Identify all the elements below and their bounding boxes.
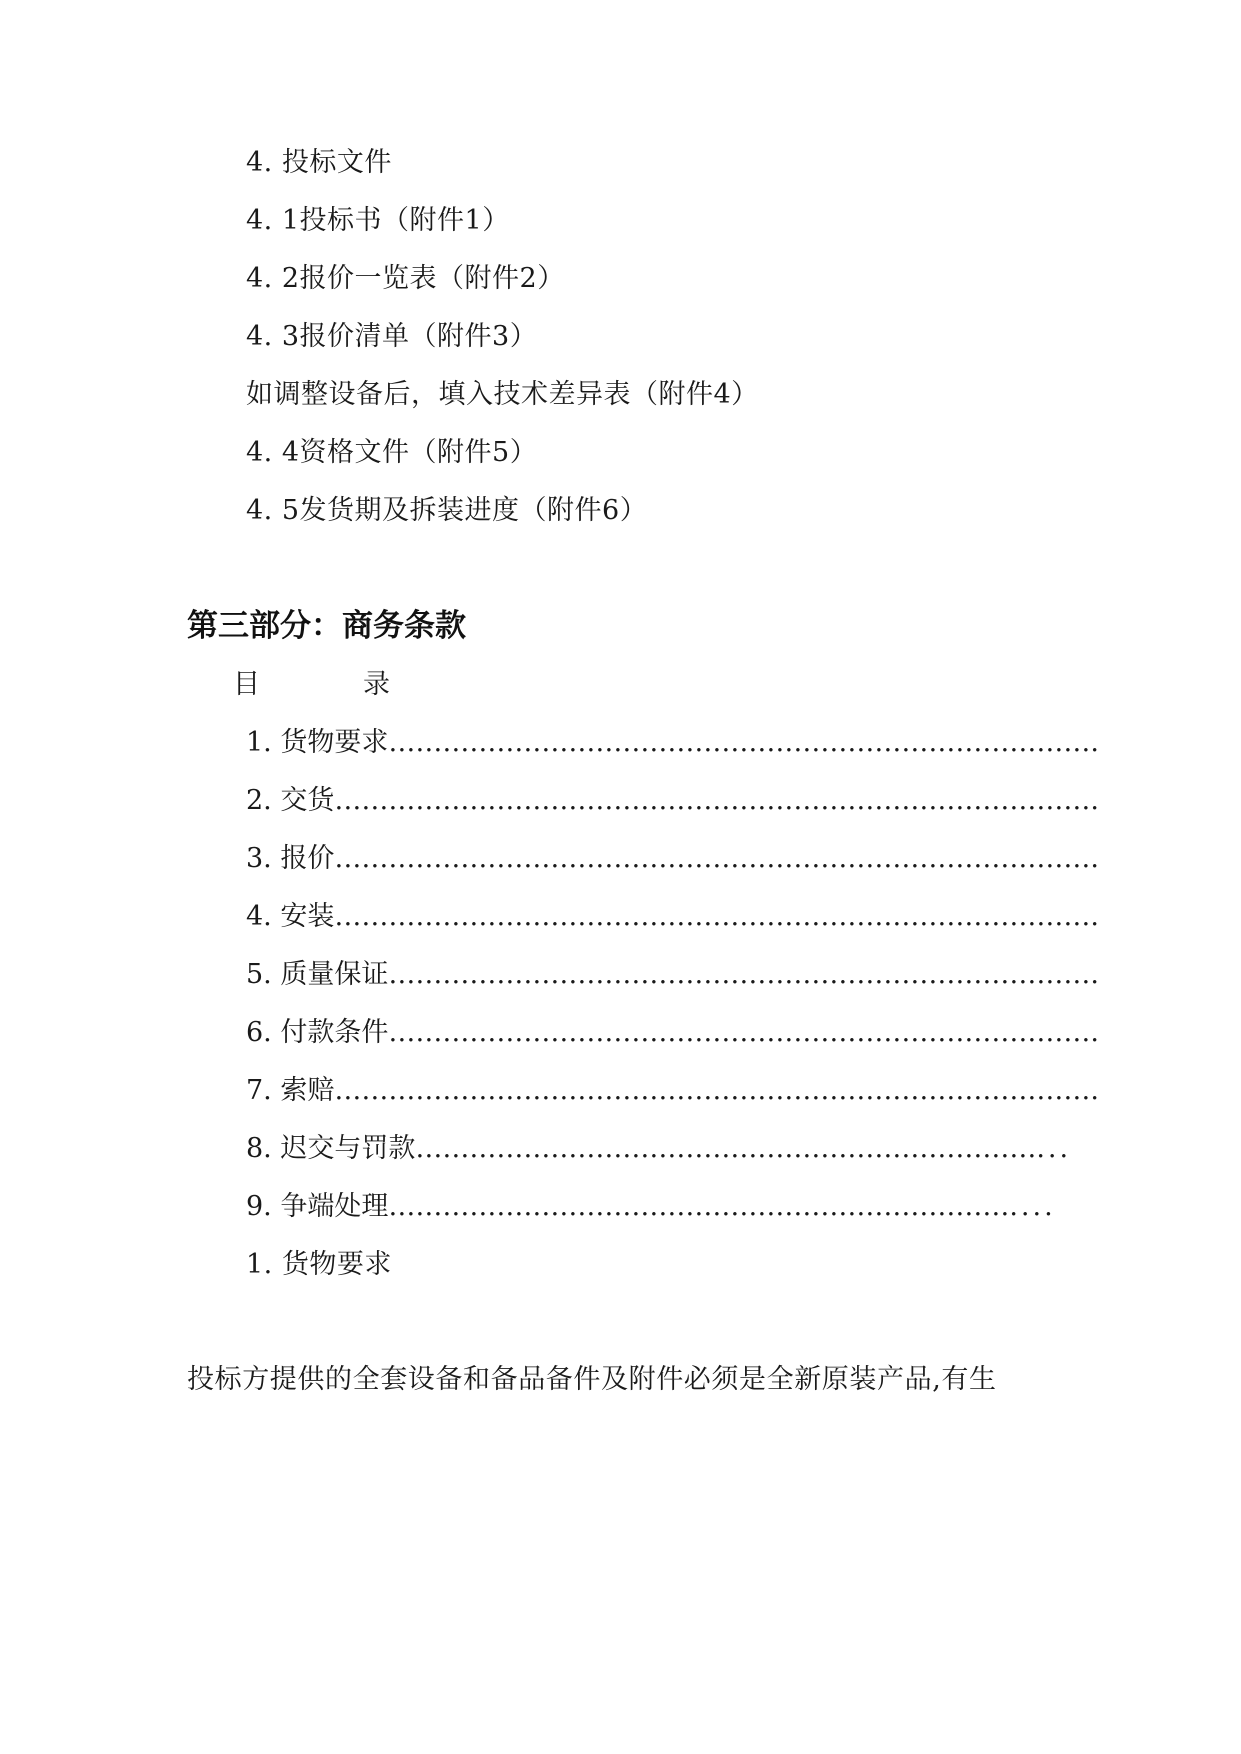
toc-leader-end: . (1090, 843, 1102, 874)
toc-leader-end: ... (1036, 1133, 1072, 1164)
bid-doc-item: 4. 1投标书（附件1） (246, 205, 510, 236)
toc-entry[interactable] (246, 957, 1102, 993)
toc-entry-label: 4. 安装 (246, 901, 335, 932)
toc-entry[interactable] (246, 783, 1102, 819)
toc-entry-label: 3. 报价 (246, 843, 335, 874)
toc-leader-end: . (1090, 901, 1102, 932)
toc-leader-dots: ………………………………………………………………………… (334, 1075, 1091, 1106)
toc-entry-label: 8. 迟交与罚款 (246, 1133, 416, 1164)
toc-entry[interactable] (246, 1015, 1102, 1051)
toc-entry-label: 6. 付款条件 (246, 1017, 389, 1048)
toc-entry-label: 5. 质量保证 (246, 959, 389, 990)
toc-leader-dots: …………………………………………………………… (415, 1133, 1037, 1164)
toc-leader-end: . (1090, 1017, 1102, 1048)
bid-doc-item: 4. 5发货期及拆装进度（附件6） (246, 495, 648, 526)
toc-leader-dots: ………………………………………………………………………… (334, 785, 1091, 816)
toc-entry-label: 2. 交货 (246, 785, 335, 816)
toc-title (233, 667, 260, 703)
toc-leader-end: . (1090, 785, 1102, 816)
bid-doc-item: 如调整设备后，填入技术差异表（附件4） (246, 379, 759, 410)
toc-leader-dots: …………………………………………………………………… (388, 1017, 1091, 1048)
toc-title (363, 667, 390, 703)
toc-entry[interactable] (246, 899, 1102, 935)
bid-doc-item: 4. 3报价清单（附件3） (246, 321, 538, 352)
bid-doc-item: 4. 4资格文件（附件5） (246, 437, 538, 468)
toc-leader-end: . (1090, 727, 1102, 758)
toc-leader-end: . (1090, 1075, 1102, 1106)
toc-entry[interactable] (246, 1131, 1072, 1167)
toc-leader-dots: …………………………………………………………………… (388, 959, 1091, 990)
body-paragraph: 投标方提供的全套设备和备品备件及附件必须是全新原装产品,有生 (187, 1364, 997, 1395)
toc-leader-dots: …………………………………………………………………… (388, 727, 1091, 758)
toc-leader-dots: ………………………………………………………………………… (334, 901, 1091, 932)
toc-entry[interactable] (246, 1073, 1102, 1109)
toc-leader-end: .... (1009, 1191, 1056, 1222)
toc-title-right: 录 (363, 669, 390, 700)
toc-entry[interactable] (246, 725, 1102, 761)
subsection-heading: 1. 货物要求 (246, 1249, 392, 1280)
toc-entry-label: 7. 索赔 (246, 1075, 335, 1106)
toc-entry-label: 9. 争端处理 (246, 1191, 389, 1222)
toc-leader-dots: …………………………………………………………… (388, 1191, 1010, 1222)
toc-leader-dots: ………………………………………………………………………… (334, 843, 1091, 874)
toc-entry[interactable] (246, 841, 1102, 877)
toc-title-left: 目 (233, 669, 260, 700)
toc-entry[interactable] (246, 1189, 1056, 1225)
bid-doc-item: 4. 2报价一览表（附件2） (246, 263, 565, 294)
bid-doc-item: 4. 投标文件 (246, 147, 392, 178)
toc-entry-label: 1. 货物要求 (246, 727, 389, 758)
toc-leader-end: . (1090, 959, 1102, 990)
section-heading: 第三部分：商务条款 (187, 608, 466, 644)
